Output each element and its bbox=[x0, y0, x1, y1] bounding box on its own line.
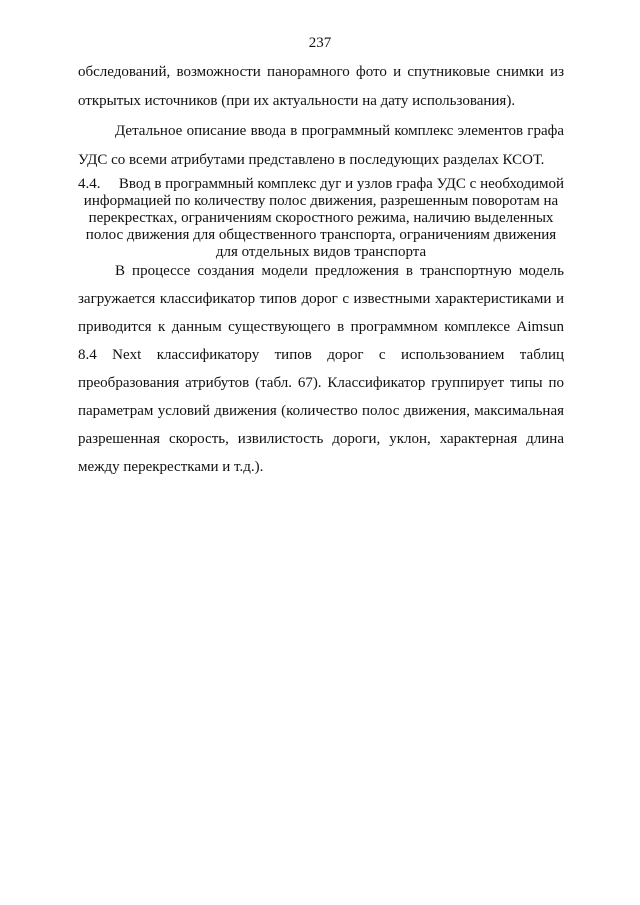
paragraph-3-line-1: В процессе создания модели предложения в транспортную модель bbox=[115, 263, 564, 279]
paragraph-3-line-7: разрешенная скорость, извилистость дороги, уклон, характерная длина bbox=[78, 431, 564, 447]
section-title-line-5: для отдельных видов транспорта bbox=[215, 244, 427, 260]
section-title-line-2: информацией по количеству полос движения, разрешенным поворотам на bbox=[83, 193, 559, 209]
section-title-line-1: Ввод в программный комплекс дуг и узлов графа УДС с необходимой bbox=[118, 176, 564, 192]
paragraph-3-line-6: параметрам условий движения (количество полос движения, максимальная bbox=[78, 403, 564, 419]
section-number: 4.4. bbox=[78, 176, 101, 192]
paragraph-3-line-4: 8.4 Next классификатору типов дорог с использованием таблиц bbox=[78, 347, 564, 363]
paragraph-1-line-1: обследований, возможности панорамного фото и спутниковые снимки из bbox=[78, 64, 564, 80]
page-number: 237 bbox=[308, 35, 332, 51]
paragraph-2-line-1: Детальное описание ввода в программный комплекс элементов графа bbox=[115, 123, 564, 139]
paragraph-1-line-2: открытых источников (при их актуальности на дату использования). bbox=[78, 93, 516, 109]
paragraph-2-line-2: УДС со всеми атрибутами представлено в последующих разделах КСОТ. bbox=[78, 152, 545, 168]
paragraph-3-line-2: загружается классификатор типов дорог с известными характеристиками и bbox=[78, 291, 564, 307]
paragraph-3-line-5: преобразования атрибутов (табл. 67). Классификатор группирует типы по bbox=[78, 375, 564, 391]
paragraph-3-line-3: приводится к данным существующего в программном комплексе Aimsun bbox=[78, 319, 564, 335]
paragraph-3-line-8: между перекрестками и т.д.). bbox=[78, 459, 264, 475]
section-title-line-4: полос движения для общественного транспорта, ограничениям движения bbox=[85, 227, 557, 243]
section-title-line-3: перекрестках, ограничениям скоростного режима, наличию выделенных bbox=[88, 210, 554, 226]
